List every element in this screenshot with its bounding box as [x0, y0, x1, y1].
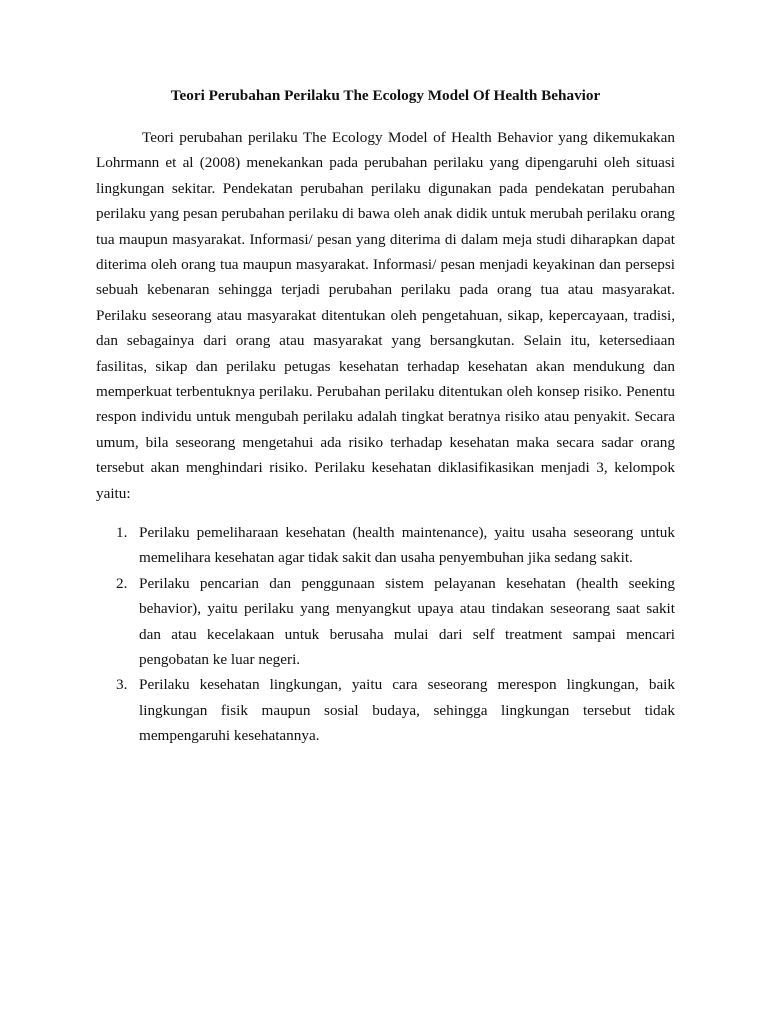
list-item-text: Perilaku pemeliharaan kesehatan (health maintenance), yaitu usaha seseorang untuk memelihara kesehatan agar tidak sakit dan usaha penyembuhan jika sedang sakit.: [139, 524, 675, 567]
list-item: [96, 571, 675, 673]
list-item: [96, 672, 675, 748]
classification-list: [96, 520, 675, 749]
list-item-number: 2.: [116, 574, 128, 592]
list-item-text: Perilaku kesehatan lingkungan, yaitu cara seseorang merespon lingkungan, baik lingkungan fisik maupun sosial budaya, sehingga lingkungan tersebut tidak mempengaruhi kesehatannya.: [139, 676, 675, 745]
list-item-text: Perilaku pencarian dan penggunaan sistem pelayanan kesehatan (health seeking behavior), yaitu perilaku yang menyangkut upaya atau tindakan seseorang saat sakit dan atau kecelakaan untuk berusaha mulai dari self treatment sampai mencari pengobatan ke luar negeri.: [139, 574, 675, 669]
document-title: Teori Perubahan Perilaku The Ecology Model Of Health Behavior: [170, 87, 601, 104]
list-item-number: 1.: [116, 524, 128, 541]
body-paragraph: Teori perubahan perilaku The Ecology Model of Health Behavior yang dikemukakan Lohrmann et al (2008) menekankan pada perubahan perilaku yang dipengaruhi oleh situasi lingkungan sekitar. Pendekatan perubahan perilaku digunakan pada pendekatan perubahan perilaku yang pesan perubahan perilaku di bawa oleh anak didik untuk merubah perilaku orang tua maupun masyarakat. Informasi/ pesan yang diterima di dalam meja studi diharapkan dapat diterima oleh orang tua maupun masyarakat. Informasi/ pesan menjadi keyakinan dan persepsi sebuah kebenaran sehingga terjadi perubahan perilaku pada orang tua atau masyarakat. Perilaku seseorang atau masyarakat ditentukan oleh pengetahuan, sikap, kepercayaan, tradisi, dan sebagainya dari orang atau masyarakat yang bersangkutan. Selain itu, ketersediaan fasilitas, sikap dan perilaku petugas kesehatan terhadap kesehatan akan mendukung dan memperkuat terbentuknya perilaku. Perubahan perilaku ditentukan oleh konsep risiko. Penentu respon individu untuk mengubah perilaku adalah tingkat beratnya risiko atau penyakit. Secara umum, bila seseorang mengetahui ada risiko terhadap kesehatan maka secara sadar orang tersebut akan menghindari risiko. Perilaku kesehatan diklasifikasikan menjadi 3, kelompok yaitu:: [96, 129, 675, 502]
list-item: [96, 520, 675, 571]
list-item-number: 3.: [116, 676, 128, 694]
